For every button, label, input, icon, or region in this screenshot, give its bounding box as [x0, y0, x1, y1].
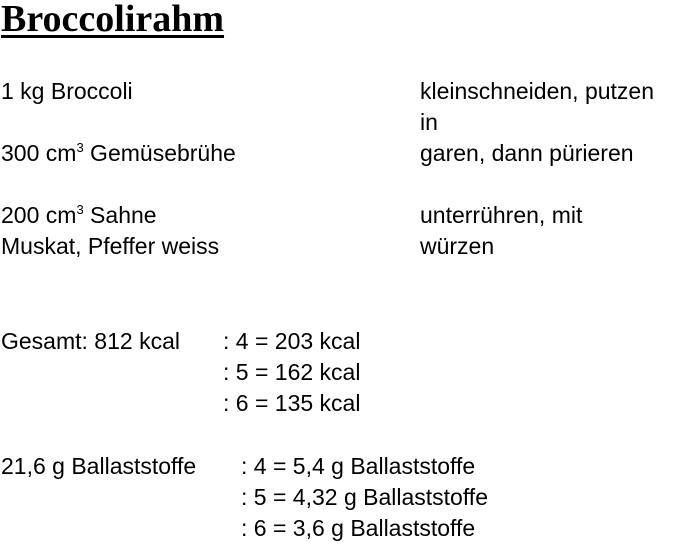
instruction-broccoli-line2: in — [420, 109, 438, 135]
amount-text: 200 cm — [1, 202, 77, 228]
superscript: 3 — [76, 140, 84, 155]
kcal-per-portion-6: : 6 = 135 kcal — [223, 390, 361, 416]
ingredient-name: Sahne — [83, 202, 157, 228]
recipe-title: Broccolirahm — [1, 0, 225, 40]
instruction-gemuesebruehe: garen, dann pürieren — [420, 140, 634, 166]
ingredient-gewuerze: Muskat, Pfeffer weiss — [1, 233, 220, 259]
fiber-per-portion-4: : 4 = 5,4 g Ballaststoffe — [241, 453, 476, 479]
fiber-per-portion-5: : 5 = 4,32 g Ballaststoffe — [241, 484, 488, 510]
instruction-gewuerze: würzen — [420, 233, 495, 259]
kcal-per-portion-4: : 4 = 203 kcal — [223, 328, 361, 354]
fiber-total-label: 21,6 g Ballaststoffe — [1, 453, 197, 479]
ingredient-name: Gemüsebrühe — [83, 140, 236, 166]
instruction-sahne: unterrühren, mit — [420, 202, 583, 228]
instruction-broccoli-line1: kleinschneiden, putzen — [420, 78, 654, 104]
ingredient-gemuesebruehe — [1, 138, 236, 169]
ingredient-sahne — [1, 200, 157, 231]
ingredient-broccoli: 1 kg Broccoli — [1, 78, 133, 104]
superscript: 3 — [76, 202, 84, 217]
kcal-total-label: Gesamt: 812 kcal — [1, 328, 180, 354]
fiber-per-portion-6: : 6 = 3,6 g Ballaststoffe — [241, 515, 476, 541]
amount-text: 300 cm — [1, 140, 77, 166]
kcal-per-portion-5: : 5 = 162 kcal — [223, 359, 361, 385]
